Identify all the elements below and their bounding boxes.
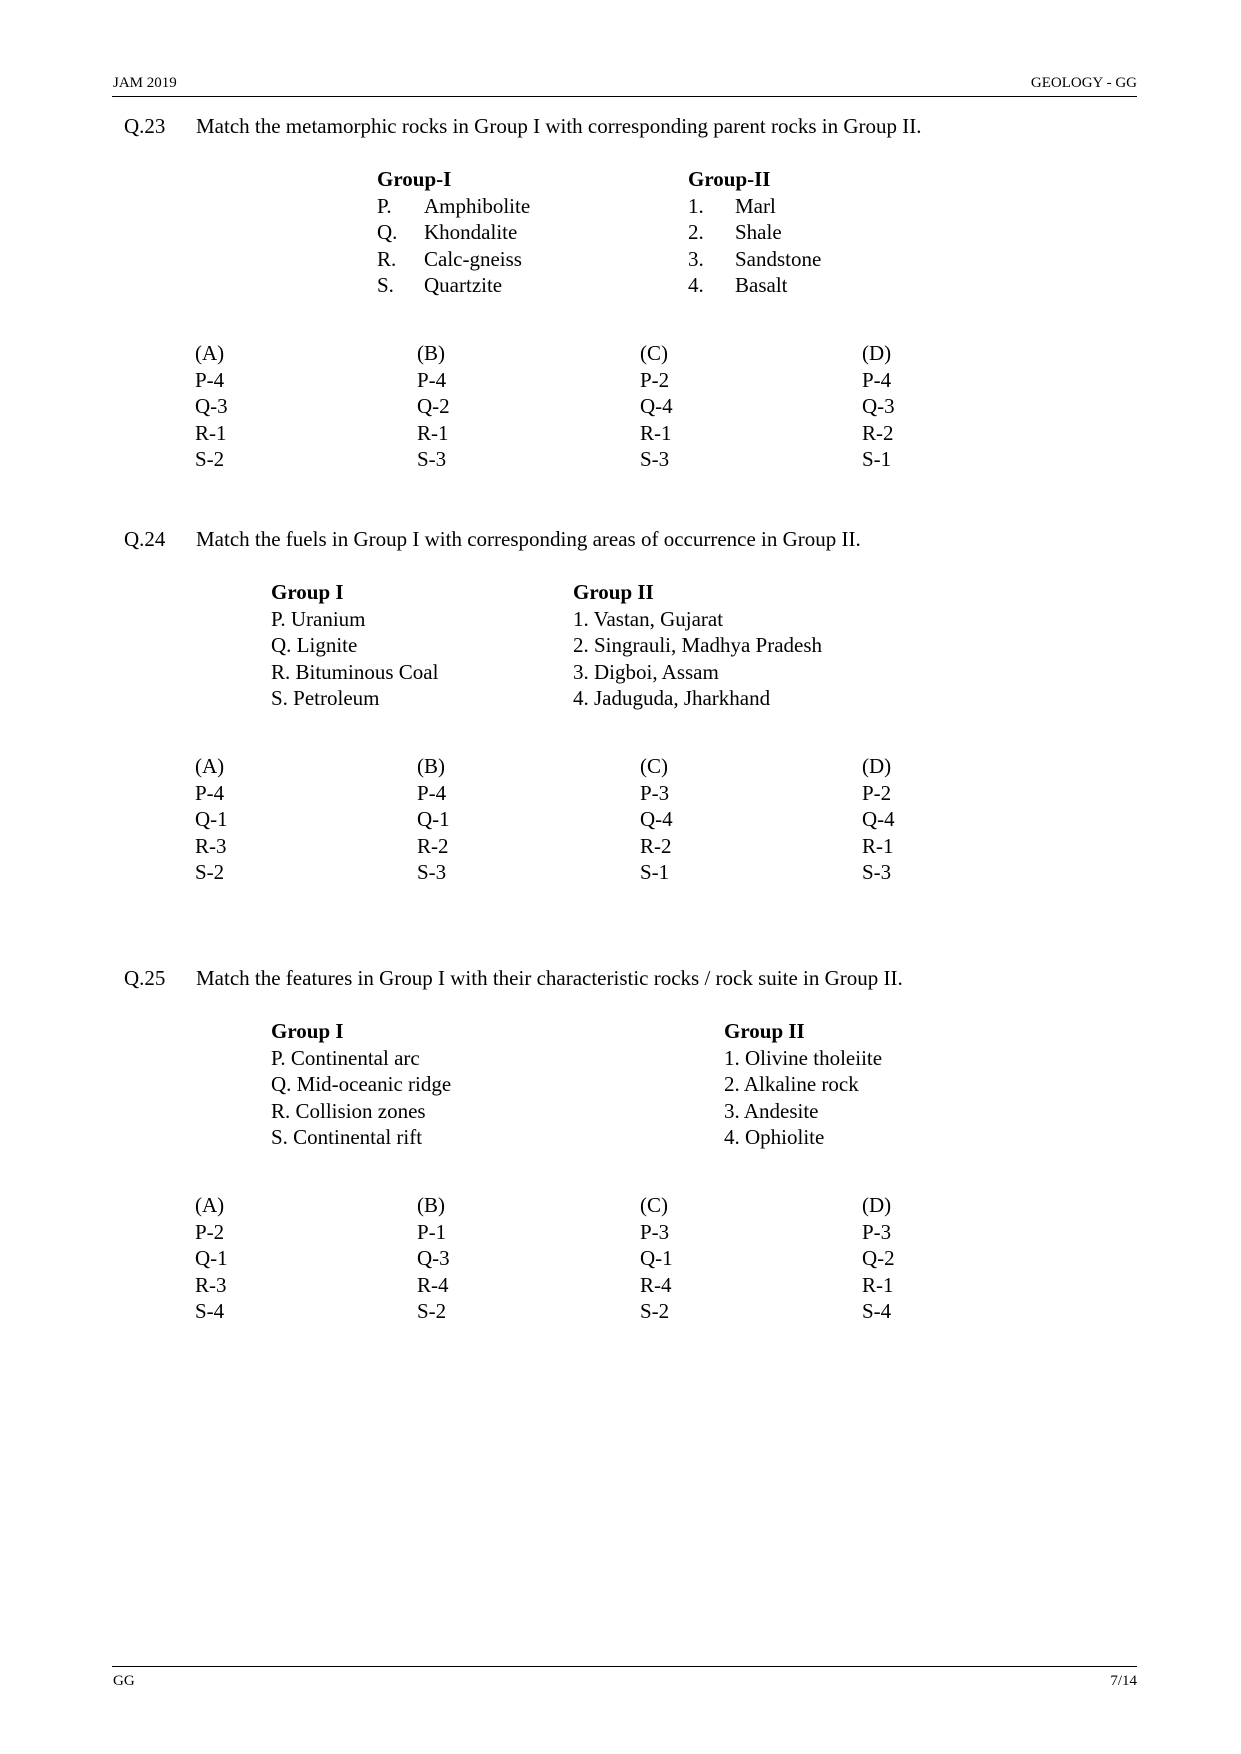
group-1-item: Q. Mid-oceanic ridge <box>271 1072 452 1096</box>
option-pair: R-1 <box>862 1272 894 1297</box>
group-2-title: Group II <box>573 580 654 604</box>
group-1-title: Group-I <box>377 167 452 191</box>
group-1-item: S. Continental rift <box>271 1125 423 1149</box>
option-pair: S-3 <box>417 447 447 471</box>
option-pair: Q-1 <box>195 1246 228 1270</box>
item-text: Quartzite <box>424 273 503 297</box>
option-label: (A) <box>195 1193 225 1217</box>
option-pair: S-2 <box>417 1299 447 1323</box>
option-pair: Q-1 <box>417 807 450 831</box>
group-2-list <box>573 579 822 712</box>
option-b <box>417 1192 450 1325</box>
question-number: Q.24 <box>124 527 166 551</box>
option-pair: R-1 <box>195 420 227 445</box>
option-c <box>640 753 673 886</box>
option-pair: R-1 <box>862 833 894 858</box>
option-pair: P-4 <box>195 367 225 392</box>
option-label: (D) <box>862 341 892 365</box>
option-pair: S-2 <box>640 1299 670 1323</box>
group-1-item: Q. Lignite <box>271 633 358 657</box>
group-2-item <box>688 246 821 273</box>
item-text: Basalt <box>735 273 788 297</box>
option-pair: Q-3 <box>862 394 895 418</box>
group-1-title: Group I <box>271 1019 344 1043</box>
item-label: P. <box>377 193 392 218</box>
question-text: Match the metamorphic rocks in Group I with corresponding parent rocks in Group II. <box>196 114 922 138</box>
group-2-item: 2. Singrauli, Madhya Pradesh <box>573 633 823 657</box>
option-label: (A) <box>195 341 225 365</box>
option-pair: S-3 <box>640 447 670 471</box>
option-pair: R-3 <box>195 1272 227 1297</box>
option-d <box>862 753 895 886</box>
option-pair: P-1 <box>417 1219 447 1244</box>
page-header-exam: JAM 2019 <box>113 75 177 91</box>
option-pair: R-2 <box>640 833 672 858</box>
option-label: (B) <box>417 1193 445 1217</box>
question-number: Q.25 <box>124 966 166 990</box>
item-label: 3. <box>688 246 704 271</box>
group-1-item: R. Bituminous Coal <box>271 659 439 684</box>
option-pair: S-2 <box>195 447 225 471</box>
option-label: (C) <box>640 1193 668 1217</box>
item-text: Shale <box>735 220 782 244</box>
option-pair: R-4 <box>417 1272 449 1297</box>
option-pair: R-1 <box>417 420 449 445</box>
option-pair: R-2 <box>417 833 449 858</box>
option-pair: Q-1 <box>195 807 228 831</box>
group-1-item: R. Collision zones <box>271 1098 426 1123</box>
group-1-item: P. Uranium <box>271 606 366 631</box>
group-2-list <box>688 166 821 299</box>
option-c <box>640 340 673 473</box>
group-2-item <box>688 272 821 299</box>
item-label: S. <box>377 273 394 297</box>
page-header-subject: GEOLOGY - GG <box>1030 75 1137 91</box>
option-pair: R-3 <box>195 833 227 858</box>
item-text: Sandstone <box>735 246 822 271</box>
option-c <box>640 1192 673 1325</box>
option-pair: S-3 <box>862 860 892 884</box>
group-2-item: 4. Jaduguda, Jharkhand <box>573 686 771 710</box>
item-text: Marl <box>735 193 776 218</box>
option-pair: P-4 <box>417 367 447 392</box>
item-label: R. <box>377 246 397 271</box>
group-2-item: 3. Digboi, Assam <box>573 659 719 684</box>
header-rule <box>112 96 1137 97</box>
item-text: Amphibolite <box>424 193 531 218</box>
item-label: 4. <box>688 273 704 297</box>
option-pair: P-2 <box>195 1219 225 1244</box>
option-d <box>862 1192 895 1325</box>
option-pair: S-2 <box>195 860 225 884</box>
group-1-item <box>377 272 530 299</box>
option-b <box>417 753 450 886</box>
option-label: (D) <box>862 754 892 778</box>
group-2-item: 2. Alkaline rock <box>724 1072 859 1096</box>
item-label: Q. <box>377 220 398 244</box>
option-label: (D) <box>862 1193 892 1217</box>
option-pair: Q-4 <box>640 394 673 418</box>
option-pair: P-4 <box>862 367 892 392</box>
option-pair: P-3 <box>640 780 670 805</box>
question-text: Match the fuels in Group I with corresponding areas of occurrence in Group II. <box>196 527 861 551</box>
option-pair: Q-3 <box>195 394 228 418</box>
item-label: 1. <box>688 193 704 218</box>
question-text: Match the features in Group I with their characteristic rocks / rock suite in Group II. <box>196 966 903 990</box>
group-2-item: 3. Andesite <box>724 1098 819 1123</box>
option-label: (C) <box>640 341 668 365</box>
group-1-item: P. Continental arc <box>271 1045 420 1070</box>
group-2-item: 1. Vastan, Gujarat <box>573 606 724 631</box>
page-footer-code: GG <box>113 1673 135 1689</box>
option-b <box>417 340 450 473</box>
option-pair: P-3 <box>640 1219 670 1244</box>
option-label: (C) <box>640 754 668 778</box>
option-pair: Q-4 <box>640 807 673 831</box>
group-1-list <box>271 579 438 712</box>
option-pair: P-2 <box>862 780 892 805</box>
group-1-item <box>377 219 530 246</box>
option-pair: Q-4 <box>862 807 895 831</box>
option-pair: P-4 <box>417 780 447 805</box>
group-2-item: 4. Ophiolite <box>724 1125 825 1149</box>
option-a <box>195 340 228 473</box>
item-text: Calc-gneiss <box>424 246 522 271</box>
group-2-item <box>688 219 821 246</box>
option-pair: P-2 <box>640 367 670 392</box>
group-1-item <box>377 193 530 220</box>
option-pair: P-4 <box>195 780 225 805</box>
option-pair: P-3 <box>862 1219 892 1244</box>
option-label: (B) <box>417 341 445 365</box>
option-pair: S-4 <box>195 1299 225 1323</box>
group-1-list <box>271 1018 451 1151</box>
item-text: Khondalite <box>424 220 518 244</box>
item-label: 2. <box>688 220 704 244</box>
group-2-title: Group-II <box>688 167 771 191</box>
group-2-list <box>724 1018 882 1151</box>
group-2-item <box>688 193 821 220</box>
option-pair: R-2 <box>862 420 894 445</box>
group-2-title: Group II <box>724 1019 805 1043</box>
option-pair: Q-3 <box>417 1246 450 1270</box>
option-pair: S-3 <box>417 860 447 884</box>
page-number: 7/14 <box>1110 1673 1137 1689</box>
question-number: Q.23 <box>124 114 166 138</box>
option-pair: R-1 <box>640 420 672 445</box>
option-label: (A) <box>195 754 225 778</box>
option-pair: R-4 <box>640 1272 672 1297</box>
option-d <box>862 340 895 473</box>
option-pair: Q-1 <box>640 1246 673 1270</box>
option-a <box>195 753 228 886</box>
group-1-list <box>377 166 530 299</box>
group-1-item <box>377 246 530 273</box>
group-1-title: Group I <box>271 580 344 604</box>
option-pair: S-1 <box>862 447 892 471</box>
option-pair: S-1 <box>640 860 670 884</box>
option-pair: Q-2 <box>862 1246 895 1270</box>
option-label: (B) <box>417 754 445 778</box>
group-2-item: 1. Olivine tholeiite <box>724 1045 883 1070</box>
group-1-item: S. Petroleum <box>271 686 380 710</box>
option-pair: Q-2 <box>417 394 450 418</box>
footer-rule <box>112 1666 1137 1667</box>
option-pair: S-4 <box>862 1299 892 1323</box>
option-a <box>195 1192 228 1325</box>
